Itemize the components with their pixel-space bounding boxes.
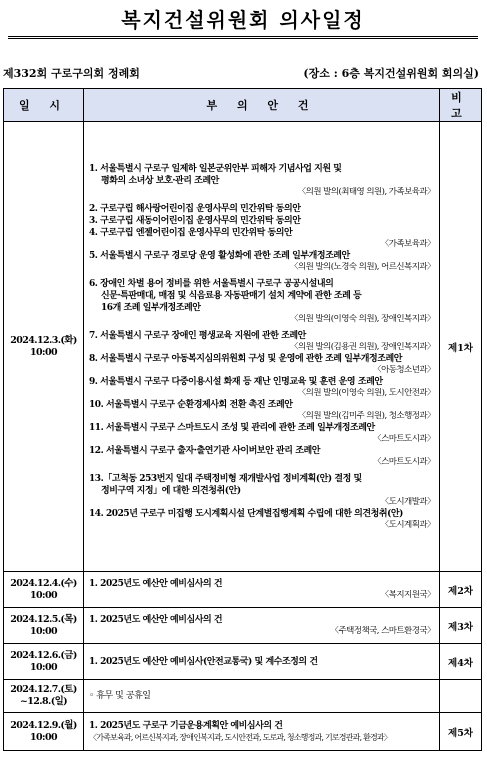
agenda-cell	[84, 122, 440, 572]
date-text: 2024.12.5.(목)	[10, 613, 77, 625]
agenda-item-cont: 평화의 소녀상 보호·관리 조례안	[101, 175, 219, 186]
agenda-item: 8. 서울특별시 구로구 아동복지심의위원회 구성 및 운영에 관한 조례 일부개정조례안	[89, 353, 402, 364]
date-cell	[4, 713, 84, 751]
agenda-sub: 〈아동청소년과〉	[373, 364, 435, 375]
schedule-table	[3, 88, 482, 751]
agenda-item: 3. 구로구립 새동이어린이집 운영사무의 민간위탁 동의안	[89, 215, 301, 226]
time-text: 10:00	[30, 625, 57, 637]
meeting-location: (장소 : 6층 복지건설위원회 회의실)	[303, 67, 479, 80]
session-number	[440, 680, 482, 713]
date-text: 2024.12.4.(수)	[10, 577, 77, 589]
agenda-item: 1. 서울특별시 구로구 일제하 일본군위안부 피해자 기념사업 지원 및	[89, 163, 342, 174]
date-cell	[4, 122, 84, 572]
date-text: 2024.12.9.(월)	[10, 719, 77, 731]
agenda-item: 9. 서울특별시 구로구 다중이용시설 화재 등 재난 인명교육 및 훈련 운영 조례안	[89, 376, 383, 387]
session-number: 제2차	[440, 572, 482, 608]
agenda-item: 10. 서울특별시 구로구 순환경제사회 전환 촉진 조례안	[89, 399, 293, 410]
agenda-sub: 〈복지지원국〉	[380, 590, 435, 600]
agenda-sub: 〈주택정책국, 스마트환경국〉	[330, 626, 435, 636]
agenda-item: 1. 2025년도 예산안 예비심사의 건	[89, 579, 223, 589]
date-cell	[4, 608, 84, 644]
agenda-sub: 〈도시계획과〉	[380, 519, 435, 530]
session-number: 제4차	[440, 644, 482, 680]
time-text: 10:00	[30, 589, 57, 601]
agenda-item: 6. 장애인 차별 용어 정비를 위한 서울특별시 구로구 공공시설내의	[89, 278, 334, 289]
agenda-sub: 〈의원 발의(김용권 의원), 장애인복지과〉	[290, 341, 435, 352]
agenda-item: 1. 2025년도 구로구 기금운용계획안 예비심사의 건	[89, 721, 283, 731]
agenda-cell	[84, 680, 440, 713]
agenda-item-cont: 16개 조례 일부개정조례안	[101, 302, 201, 313]
table-row	[4, 608, 482, 644]
agenda-sub: 〈스마트도시과〉	[373, 456, 435, 467]
table-row	[4, 644, 482, 680]
date-cell	[4, 644, 84, 680]
agenda-cell	[84, 572, 440, 608]
agenda-sub: 〈가족보육과〉	[380, 238, 435, 249]
session-number: 제1차	[440, 122, 482, 572]
agenda-sub: 〈의원 발의(이영숙 의원), 도시안전과〉	[297, 387, 435, 398]
header-agenda: 부 의 안 건	[84, 89, 440, 122]
agenda-item: 5. 서울특별시 구로구 경로당 운영 활성화에 관한 조례 일부개정조례안	[89, 250, 350, 261]
agenda-item: 1. 2025년도 예산안 예비심사(안전교통국) 및 계수조정의 건	[89, 656, 318, 667]
session-number: 제5차	[440, 713, 482, 751]
agenda-item: 11. 서울특별시 구로구 스마트도시 조성 및 관리에 관한 조례 일부개정조례안	[89, 422, 375, 433]
holiday-note: ◦ 휴무 및 공휴일	[89, 691, 151, 701]
document-title: 복지건설위원회 의사일정	[121, 8, 365, 32]
agenda-sub: 〈스마트도시과〉	[373, 433, 435, 444]
agenda-sub: 〈의원 발의(최태영 의원), 가족보육과〉	[297, 186, 435, 197]
agenda-sub: 〈도시개발과〉	[380, 496, 435, 507]
agenda-item: 13.「고척동 253번지 일대 주택정비형 재개발사업 정비계획(안) 결정 및	[89, 473, 362, 484]
date-cell	[4, 680, 84, 713]
agenda-item: 14. 2025년 구로구 미집행 도시계획시설 단계별집행계획 수립에 대한 의견청취(안)	[89, 508, 403, 519]
table-row	[4, 572, 482, 608]
session-name: 제332회 구로구의회 정례회	[3, 67, 140, 80]
agenda-item: 4. 구로구립 엔젤어린이집 운영사무의 민간위탁 동의안	[89, 227, 293, 238]
agenda-sub: 〈의원 발의(노경숙 의원), 어르신복지과〉	[290, 261, 435, 272]
agenda-item: 2. 구로구립 해사랑어린이집 운영사무의 민간위탁 동의안	[89, 203, 301, 214]
time-text: 10:00	[30, 661, 57, 673]
time-text: 10:00	[30, 731, 57, 743]
table-row	[4, 122, 482, 572]
agenda-item: 1. 2025년도 예산안 예비심사의 건	[89, 615, 223, 625]
session-number: 제3차	[440, 608, 482, 644]
date-text: 2024.12.6.(금)	[10, 649, 77, 661]
header-row	[4, 89, 482, 122]
date-text: 2024.12.3.(화)	[10, 334, 77, 346]
agenda-cell	[84, 713, 440, 751]
header-note: 비 고	[440, 89, 482, 122]
header-date: 일 시	[4, 89, 84, 122]
agenda-item: 7. 서울특별시 구로구 장애인 평생교육 지원에 관한 조례안	[89, 330, 306, 341]
date-text: 2024.12.7.(토)	[10, 684, 77, 695]
table-row	[4, 713, 482, 751]
agenda-cell	[84, 644, 440, 680]
agenda-sub: 〈의원 발의(김미주 의원), 청소행정과〉	[297, 410, 435, 421]
agenda-item-cont: 신문·특판매대, 매점 및 식음료용 자동판매기 설치 계약에 관한 조례 등	[101, 290, 362, 301]
table-row	[4, 680, 482, 713]
agenda-sub: 〈의원 발의(이영숙 의원), 장애인복지과〉	[290, 313, 435, 324]
date-range-end: ~12.8.(일)	[19, 696, 68, 707]
agenda-item-cont: 정비구역 지정」에 대한 의견청취(안)	[101, 485, 241, 496]
agenda-cell	[84, 608, 440, 644]
time-text: 10:00	[30, 346, 57, 358]
title-box	[8, 4, 478, 39]
agenda-item: 12. 서울특별시 구로구 출자·출연기관 사이버보안 관리 조례안	[89, 445, 320, 456]
agenda-sub: 〈가족보육과, 어르신복지과, 장애인복지과, 도시안전과, 도로과, 청소행정과, 기로경관과, 환경과〉	[89, 733, 392, 742]
date-cell	[4, 572, 84, 608]
